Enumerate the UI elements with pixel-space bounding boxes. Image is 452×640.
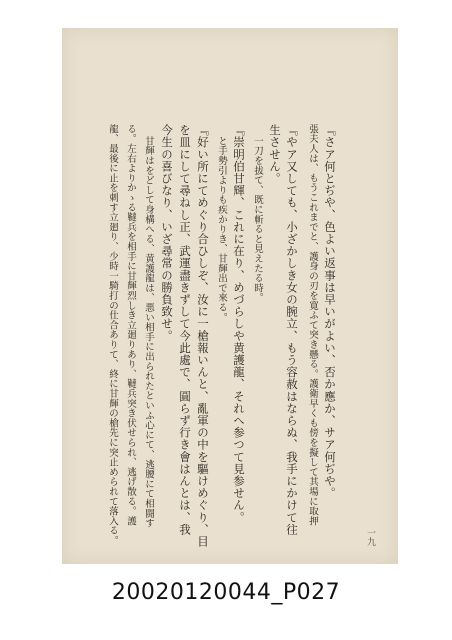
- text-line: 今生の喜びなり、いざ尋常の勝負致せ。: [160, 124, 174, 342]
- page-number: 一九: [365, 528, 375, 546]
- scanned-page: [62, 28, 398, 564]
- text-line: 『さア何とぢや、色よい返事は早いがよい、否か應か、サア何ぢや。: [323, 124, 337, 500]
- text-line: 『やア又しても、小ざかしき女の腕立、もう容赦はならぬ、我手にかけて往: [285, 124, 299, 536]
- text-line: 『崇明伯甘輝、これに在り、めづらしや黄護龍、それへ参つて見参せん。: [232, 124, 246, 524]
- stage-direction-line: と手勢引よりも疾かりき、甘輝出で來る。: [216, 136, 227, 323]
- stage-direction-line: 張夫人は、もうこれまでと、護身の刃を寛ふて突き懸る。護衛早くも傍を擬して其場に取押: [307, 124, 318, 526]
- text-line: を皿にして尋ねし正、武運盡きずして今此處で、圓らず行き會はんとは、我: [178, 124, 192, 536]
- stage-direction-line: 龍、最後に止を刺す立廻り、少時一騎打の仕合ありて、終に甘輝の槍先に突止められて落入る。: [107, 124, 118, 546]
- stage-direction-line: 甘輝はをどして身構へる、黄護龍は、悪い相手に出られたといふ心にて、逃腰にて相闘す: [143, 136, 154, 528]
- stage-direction-line: 一刀を拔て、既に斬ると見えたる時。: [252, 136, 263, 303]
- text-line: 生させん。: [268, 124, 282, 185]
- image-caption: 20020120044_P027: [111, 580, 341, 605]
- text-line: 『好い所にてめぐり合ひしぞ、汝に一槍報いんと、亂軍の中を驅けめぐり、目: [196, 124, 210, 548]
- stage-direction-line: る。左右よりかゝる韃兵を相手に甘輝烈しき立廻りあり、韃兵突き伏せられ、逃げ散る。護: [125, 124, 136, 526]
